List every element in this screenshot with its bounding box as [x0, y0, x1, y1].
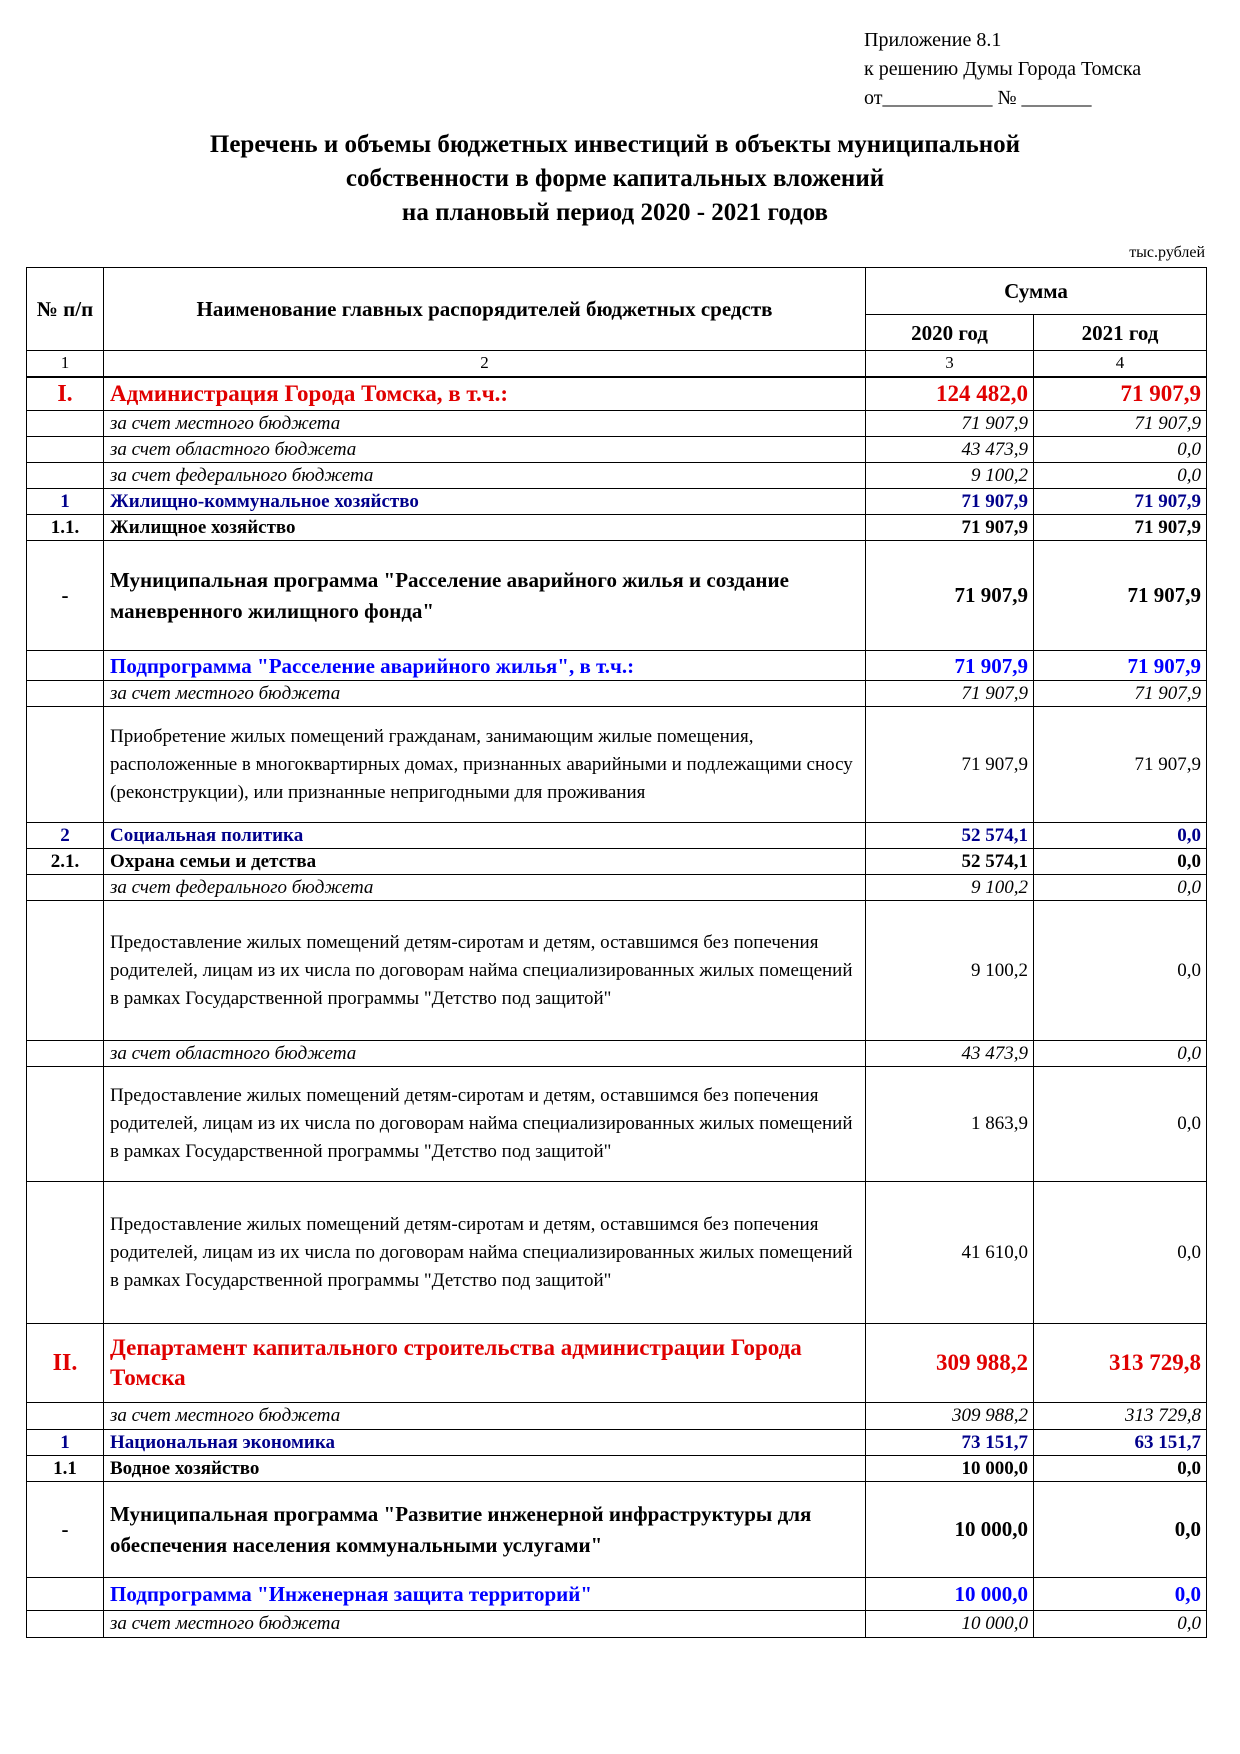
row-value-2020: 309 988,2 [866, 1403, 1034, 1430]
table-row-program [27, 1482, 1207, 1578]
row-value-2020: 1 863,9 [866, 1067, 1034, 1182]
table-row-subprogram [27, 651, 1207, 681]
row-value-2020: 73 151,7 [866, 1430, 1034, 1456]
table-row-item [27, 707, 1207, 823]
table-row-source [27, 411, 1207, 437]
row-value-2020: 309 988,2 [866, 1324, 1034, 1403]
row-num: 2.1. [27, 849, 104, 875]
row-value-2020: 43 473,9 [866, 437, 1034, 463]
row-name: за счет областного бюджета [104, 1041, 866, 1067]
row-value-2021: 0,0 [1034, 1482, 1207, 1578]
row-num [27, 901, 104, 1041]
appendix-line-3: от___________ № _______ [864, 87, 1092, 109]
row-value-2020: 71 907,9 [866, 489, 1034, 515]
row-value-2021: 313 729,8 [1034, 1324, 1207, 1403]
header-sum: Сумма [866, 268, 1207, 315]
column-number-row [27, 351, 1207, 377]
row-num [27, 1067, 104, 1182]
row-value-2021: 0,0 [1034, 849, 1207, 875]
row-name: за счет местного бюджета [104, 681, 866, 707]
table-row-section [27, 823, 1207, 849]
row-name: Жилищное хозяйство [104, 515, 866, 541]
row-value-2021: 71 907,9 [1034, 651, 1207, 681]
row-num: 1.1. [27, 515, 104, 541]
row-value-2020: 41 610,0 [866, 1182, 1034, 1324]
row-name: Подпрограмма "Расселение аварийного жилья", в т.ч.: [104, 651, 866, 681]
table-row-subprogram [27, 1578, 1207, 1611]
row-num: 1.1 [27, 1456, 104, 1482]
row-num: - [27, 541, 104, 651]
table-row-subsection [27, 849, 1207, 875]
table-row-subsection [27, 1456, 1207, 1482]
row-value-2020: 71 907,9 [866, 707, 1034, 823]
row-num: II. [27, 1324, 104, 1403]
table-row-source [27, 1403, 1207, 1430]
row-name: Предоставление жилых помещений детям-сиротам и детям, оставшимся без попечения родителей, лицам из их числа по договорам найма специализированных жилых помещений в рамках Государственной программы "Детство под защитой" [104, 901, 866, 1041]
table-row-source [27, 463, 1207, 489]
table-row-section [27, 489, 1207, 515]
table-row-source [27, 681, 1207, 707]
row-num [27, 651, 104, 681]
row-name: за счет федерального бюджета [104, 875, 866, 901]
investment-table [26, 267, 1207, 1638]
row-value-2021: 71 907,9 [1034, 411, 1207, 437]
row-value-2020: 43 473,9 [866, 1041, 1034, 1067]
row-value-2021: 71 907,9 [1034, 515, 1207, 541]
row-num [27, 681, 104, 707]
row-value-2020: 71 907,9 [866, 681, 1034, 707]
row-name: за счет федерального бюджета [104, 463, 866, 489]
row-value-2021: 0,0 [1034, 1456, 1207, 1482]
row-value-2020: 9 100,2 [866, 463, 1034, 489]
row-num [27, 707, 104, 823]
row-value-2021: 0,0 [1034, 823, 1207, 849]
table-row-subsection [27, 515, 1207, 541]
row-value-2020: 71 907,9 [866, 651, 1034, 681]
row-name: Муниципальная программа "Расселение аварийного жилья и создание маневренного жилищного фонда" [104, 541, 866, 651]
row-num [27, 437, 104, 463]
title-line-2: собственности в форме капитальных вложений [345, 165, 885, 192]
header-year-2020: 2020 год [866, 315, 1034, 351]
row-value-2020: 10 000,0 [866, 1578, 1034, 1611]
table-row-department [27, 1324, 1207, 1403]
column-number: 3 [866, 351, 1034, 377]
row-num: 1 [27, 1430, 104, 1456]
row-value-2020: 71 907,9 [866, 411, 1034, 437]
row-name: Национальная экономика [104, 1430, 866, 1456]
row-value-2020: 9 100,2 [866, 901, 1034, 1041]
row-num [27, 1611, 104, 1638]
row-num: - [27, 1482, 104, 1578]
row-name: Водное хозяйство [104, 1456, 866, 1482]
row-value-2020: 10 000,0 [866, 1611, 1034, 1638]
title-line-3: на плановый период 2020 - 2021 годов [401, 199, 829, 226]
table-row-item [27, 1182, 1207, 1324]
header-name: Наименование главных распорядителей бюджетных средств [104, 268, 866, 351]
row-num: 1 [27, 489, 104, 515]
row-name: за счет местного бюджета [104, 1403, 866, 1430]
table-row-item [27, 1067, 1207, 1182]
row-value-2021: 313 729,8 [1034, 1403, 1207, 1430]
row-value-2021: 0,0 [1034, 1578, 1207, 1611]
row-value-2021: 0,0 [1034, 901, 1207, 1041]
table-row-department [27, 377, 1207, 411]
units-label: тыс.рублей [1129, 244, 1205, 261]
row-value-2021: 71 907,9 [1034, 377, 1207, 411]
row-num [27, 1041, 104, 1067]
row-value-2021: 0,0 [1034, 1041, 1207, 1067]
row-value-2021: 0,0 [1034, 1182, 1207, 1324]
row-name: Жилищно-коммунальное хозяйство [104, 489, 866, 515]
row-num [27, 411, 104, 437]
header-row-top [27, 268, 1207, 315]
table-row-source [27, 1611, 1207, 1638]
row-name: Муниципальная программа "Развитие инженерной инфраструктуры для обеспечения населения коммунальными услугами" [104, 1482, 866, 1578]
row-value-2021: 0,0 [1034, 437, 1207, 463]
row-name: Департамент капитального строительства администрации Города Томска [104, 1324, 866, 1403]
row-num [27, 1182, 104, 1324]
row-value-2021: 0,0 [1034, 463, 1207, 489]
row-value-2021: 71 907,9 [1034, 541, 1207, 651]
appendix-note [864, 26, 1141, 113]
row-num [27, 1403, 104, 1430]
title-line-1: Перечень и объемы бюджетных инвестиций в объекты муниципальной [209, 131, 1021, 158]
row-value-2020: 10 000,0 [866, 1482, 1034, 1578]
appendix-line-1: Приложение 8.1 [864, 29, 1002, 51]
column-number: 1 [27, 351, 104, 377]
row-num: 2 [27, 823, 104, 849]
column-number: 4 [1034, 351, 1207, 377]
table-row-item [27, 901, 1207, 1041]
row-value-2021: 0,0 [1034, 875, 1207, 901]
row-name: за счет областного бюджета [104, 437, 866, 463]
row-name: Социальная политика [104, 823, 866, 849]
table-row-source [27, 875, 1207, 901]
header-num: № п/п [27, 268, 104, 351]
column-number: 2 [104, 351, 866, 377]
row-num [27, 875, 104, 901]
table-row-program [27, 541, 1207, 651]
row-value-2021: 71 907,9 [1034, 707, 1207, 823]
table-row-source [27, 437, 1207, 463]
row-name: Приобретение жилых помещений гражданам, занимающим жилые помещения, расположенные в многоквартирных домах, признанных аварийными и подлежащими сносу (реконструкции), или признанные непригодными для проживания [104, 707, 866, 823]
row-name: за счет местного бюджета [104, 411, 866, 437]
row-name: за счет местного бюджета [104, 1611, 866, 1638]
row-value-2021: 71 907,9 [1034, 681, 1207, 707]
document-title [60, 128, 1170, 230]
row-value-2021: 63 151,7 [1034, 1430, 1207, 1456]
row-value-2020: 71 907,9 [866, 515, 1034, 541]
row-num [27, 463, 104, 489]
row-value-2020: 52 574,1 [866, 849, 1034, 875]
row-name: Подпрограмма "Инженерная защита территорий" [104, 1578, 866, 1611]
row-name: Предоставление жилых помещений детям-сиротам и детям, оставшимся без попечения родителей, лицам из их числа по договорам найма специализированных жилых помещений в рамках Государственной программы "Детство под защитой" [104, 1182, 866, 1324]
row-num: I. [27, 377, 104, 411]
table-row-section [27, 1430, 1207, 1456]
row-value-2020: 9 100,2 [866, 875, 1034, 901]
row-value-2020: 52 574,1 [866, 823, 1034, 849]
row-num [27, 1578, 104, 1611]
row-value-2021: 0,0 [1034, 1067, 1207, 1182]
row-value-2021: 0,0 [1034, 1611, 1207, 1638]
row-value-2020: 124 482,0 [866, 377, 1034, 411]
table-row-source [27, 1041, 1207, 1067]
row-name: Администрация Города Томска, в т.ч.: [104, 377, 866, 411]
row-value-2020: 71 907,9 [866, 541, 1034, 651]
header-year-2021: 2021 год [1034, 315, 1207, 351]
appendix-line-2: к решению Думы Города Томска [864, 58, 1142, 80]
row-value-2020: 10 000,0 [866, 1456, 1034, 1482]
row-name: Охрана семьи и детства [104, 849, 866, 875]
row-name: Предоставление жилых помещений детям-сиротам и детям, оставшимся без попечения родителей, лицам из их числа по договорам найма специализированных жилых помещений в рамках Государственной программы "Детство под защитой" [104, 1067, 866, 1182]
row-value-2021: 71 907,9 [1034, 489, 1207, 515]
